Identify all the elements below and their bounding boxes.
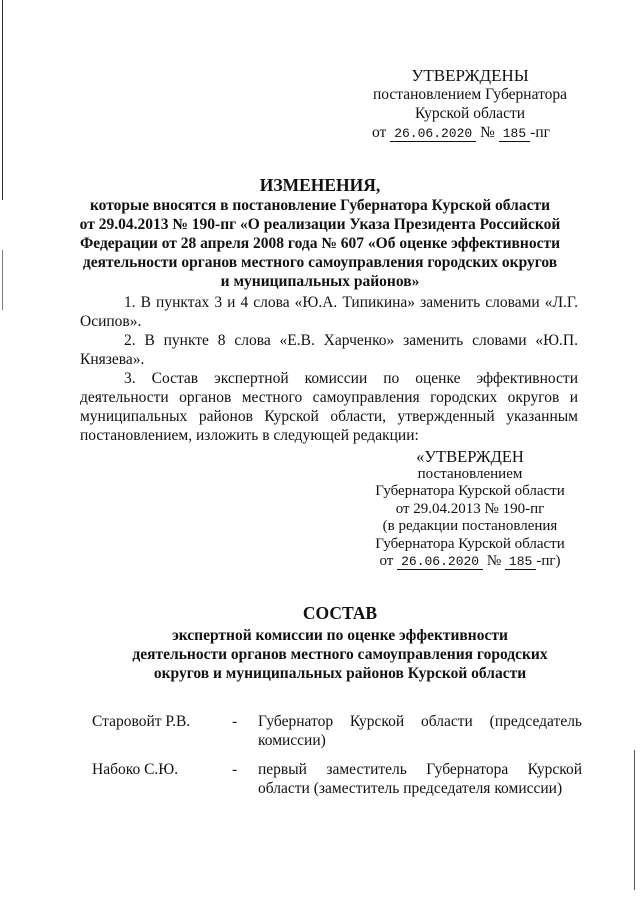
- inner-approval-line: постановлением: [417, 465, 523, 482]
- approval-date: 26.06.2020: [390, 126, 476, 142]
- inner-approval-heading: «УТВЕРЖДЕН: [416, 447, 524, 466]
- document-title: [60, 176, 580, 291]
- composition-title: [70, 604, 610, 683]
- scan-edge-line: [2, 250, 3, 310]
- inner-approval-line: от 29.04.2013 № 190-пг: [395, 500, 545, 517]
- title-line: которые вносятся в постановление Губернатора Курской области: [89, 197, 551, 214]
- number-sign: №: [486, 553, 502, 569]
- title-line: деятельности органов местного самоуправления городских округов: [82, 254, 558, 271]
- approval-date-line: [360, 123, 580, 142]
- title-heading: ИЗМЕНЕНИЯ,: [259, 175, 381, 195]
- approval-stamp: [360, 66, 580, 142]
- list-item: 1. В пунктах 3 и 4 слова «Ю.А. Типикина» заменить словами «Л.Г. Осипов».: [80, 294, 578, 330]
- title-line: от 29.04.2013 № 190-пг «О реализации Указа Президента Российской: [79, 216, 561, 233]
- document-body: [80, 293, 578, 445]
- approval-heading: УТВЕРЖДЕНЫ: [411, 66, 529, 85]
- member-dash: -: [232, 713, 238, 730]
- composition-heading: СОСТАВ: [302, 603, 378, 623]
- composition-line: деятельности органов местного самоуправления городских: [132, 646, 548, 663]
- member-dash: -: [232, 761, 238, 778]
- inner-approval-date: 26.06.2020: [397, 554, 483, 570]
- scan-edge-line: [2, 0, 3, 200]
- title-line: Федерации от 28 апреля 2008 года № 607 «Об оценке эффективности: [79, 235, 561, 252]
- member-row: [92, 760, 582, 798]
- title-line: и муниципальных районов»: [220, 273, 420, 290]
- inner-approval-line: Губернатора Курской области: [375, 483, 565, 499]
- member-name: Набоко С.Ю.: [92, 761, 179, 778]
- number-suffix: -пг): [536, 553, 561, 569]
- approval-line: Курской области: [414, 105, 526, 122]
- list-item: 3. Состав экспертной комиссии по оценке эффективности деятельности органов местного самоуправления городских округов и муниципальных районов Курской области, утвержденный указанным постановлением, изложить в следующей редакции:: [80, 370, 578, 444]
- member-role: Губернатор Курской области (председатель комиссии): [258, 713, 582, 749]
- inner-approval-line: Губернатора Курской области: [375, 535, 565, 552]
- inner-approval-stamp: [355, 448, 585, 571]
- list-item: 2. В пункте 8 слова «Е.В. Харченко» заменить словами «Ю.П. Князева».: [80, 332, 578, 368]
- date-prefix: от: [372, 124, 387, 141]
- member-role: первый заместитель Губернатора Курской области (заместитель председателя комиссии): [258, 761, 582, 797]
- number-suffix: -пг: [530, 124, 550, 141]
- scan-edge-line: [634, 750, 635, 890]
- inner-approval-date-line: [355, 553, 585, 571]
- inner-approval-number: 185: [505, 554, 536, 570]
- inner-approval-line: (в редакции постановления: [382, 518, 558, 534]
- composition-line: экспертной комиссии по оценке эффективности: [172, 627, 508, 644]
- member-name: Старовойт Р.В.: [92, 713, 191, 730]
- approval-number: 185: [499, 126, 530, 142]
- date-prefix: от: [379, 553, 394, 569]
- number-sign: №: [480, 124, 495, 141]
- member-list: [92, 712, 582, 808]
- approval-line: постановлением Губернатора: [372, 86, 568, 103]
- composition-line: округов и муниципальных районов Курской области: [153, 665, 527, 682]
- member-row: [92, 712, 582, 750]
